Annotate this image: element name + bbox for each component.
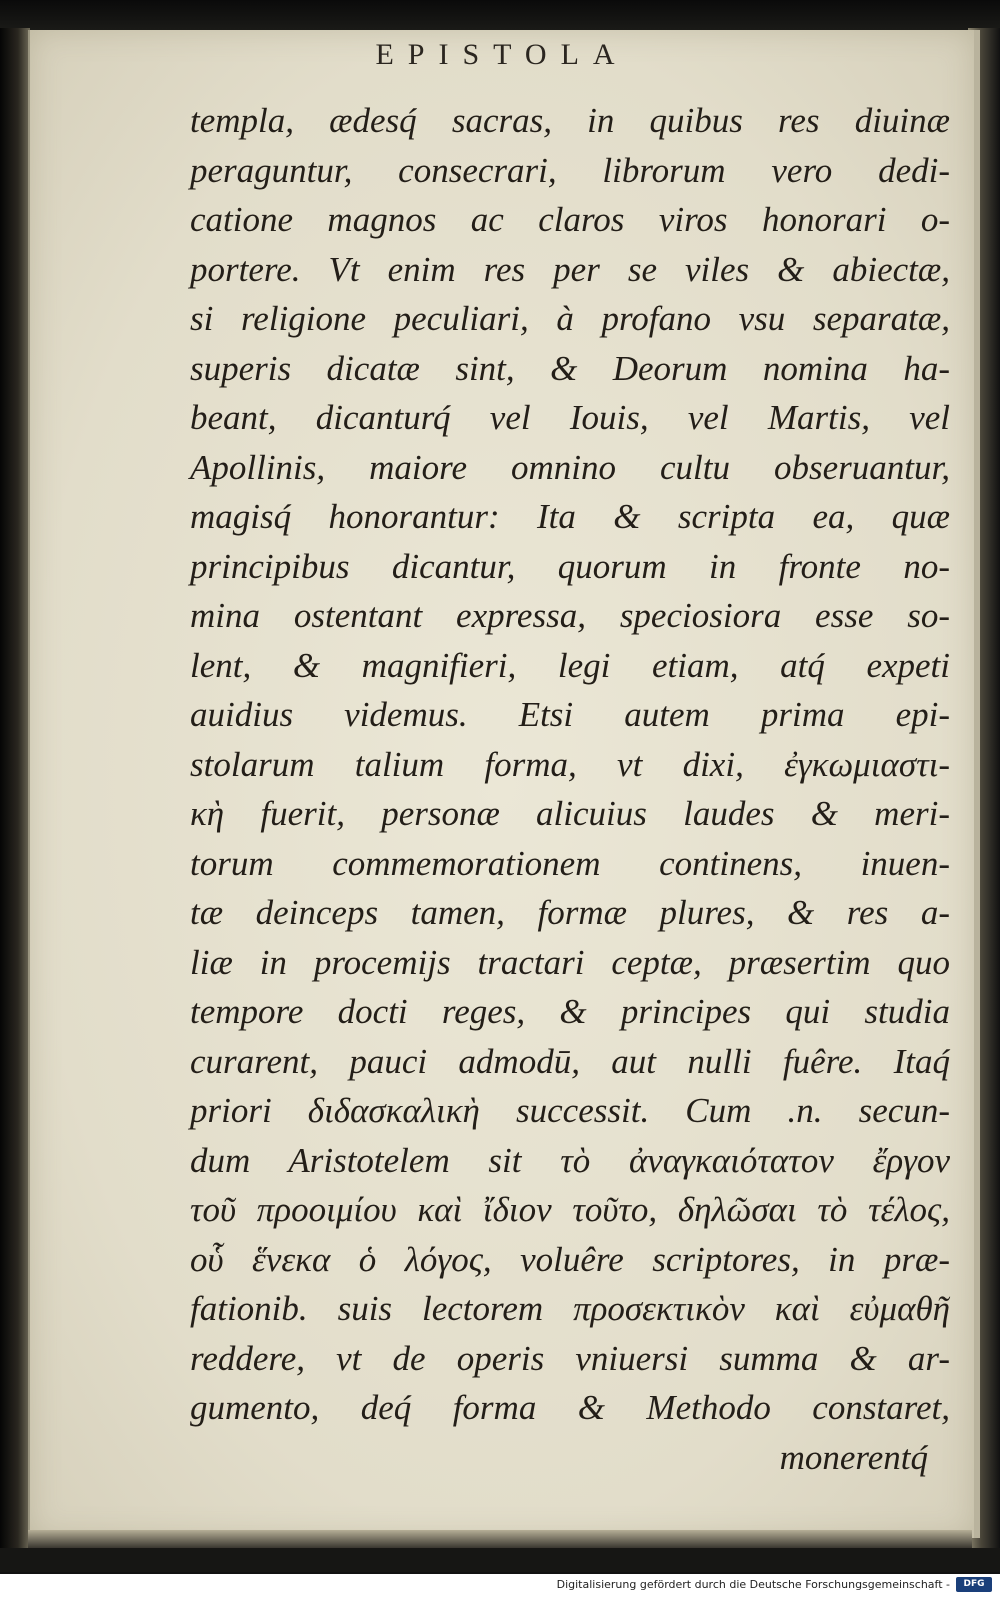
digitization-footer	[0, 1574, 1000, 1597]
text-line: si religione peculiari, à profano vsu separatæ,	[190, 299, 950, 338]
text-line: mina ostentant expressa, speciosiora esse so-	[190, 596, 950, 635]
page-body-text	[190, 96, 950, 1482]
text-line: peraguntur, consecrari, librorum vero dedi-	[190, 150, 950, 190]
running-title: EPISTOLA	[375, 38, 629, 71]
scan-top-background	[0, 0, 1000, 32]
scan-left-edge	[0, 28, 30, 1548]
text-line: catione magnos ac claros viros honorari o-	[190, 200, 950, 239]
text-line: Apollinis, maiore omnino cultu obseruantur,	[190, 447, 950, 487]
text-line: beant, dicanturq́ vel Iouis, vel Martis, vel	[190, 398, 950, 437]
funding-credit: Digitalisierung gefördert durch die Deutsche Forschungsgemeinschaft -	[556, 1578, 950, 1591]
dfg-logo: DFG	[956, 1577, 992, 1592]
text-line: magisq́ honorantur: Ita & scripta ea, quæ	[190, 497, 950, 536]
text-line: torum commemorationem continens, inuen-	[190, 843, 950, 883]
text-line: monerentq́	[779, 1437, 928, 1477]
text-line: τοῦ προοιμίου καὶ ἴδιον τοῦτο, δηλῶσαι τὸ τέλος,	[190, 1190, 950, 1229]
text-line: lent, & magnifieri, legi etiam, atq́ expeti	[190, 645, 950, 685]
text-line: curarent, pauci admodū, aut nulli fuêre. Itaq́	[190, 1041, 950, 1081]
text-line: auidius videmus. Etsi autem prima epi-	[190, 695, 950, 734]
text-line: priori διδασκαλικὴ successit. Cum .n. secun-	[190, 1091, 950, 1130]
text-line: templa, ædesq́ sacras, in quibus res diuinæ	[190, 101, 950, 140]
page-bottom-edge	[28, 1530, 972, 1548]
text-line: reddere, vt de operis vniuersi summa & ar-	[190, 1338, 950, 1378]
text-line: κὴ fuerit, personæ alicuius laudes & meri-	[190, 794, 950, 833]
text-line: tæ deinceps tamen, formæ plures, & res a-	[190, 893, 950, 932]
text-line: principibus dicantur, quorum in fronte no-	[190, 546, 950, 586]
text-line: stolarum talium forma, vt dixi, ἐγκωμιαστι-	[190, 744, 950, 784]
text-line: gumento, deq́ forma & Methodo constaret,	[190, 1388, 950, 1427]
book-page	[28, 30, 980, 1538]
text-line: οὗ ἕνεκα ὁ λόγος, voluêre scriptores, in præ-	[190, 1239, 950, 1279]
text-line: tempore docti reges, & principes qui studia	[190, 992, 950, 1031]
text-line: liæ in procemijs tractari ceptæ, præsertim quo	[190, 942, 950, 982]
text-line: fationib. suis lectorem προσεκτικὸν καὶ εὐμαθῆ	[190, 1289, 950, 1328]
text-line: portere. Vt enim res per se viles & abiectæ,	[190, 249, 950, 289]
text-line: superis dicatæ sint, & Deorum nomina ha-	[190, 348, 950, 388]
text-line: dum Aristotelem sit τὸ ἀναγκαιότατον ἔργον	[190, 1140, 950, 1180]
scan-bottom-background	[0, 1548, 1000, 1572]
